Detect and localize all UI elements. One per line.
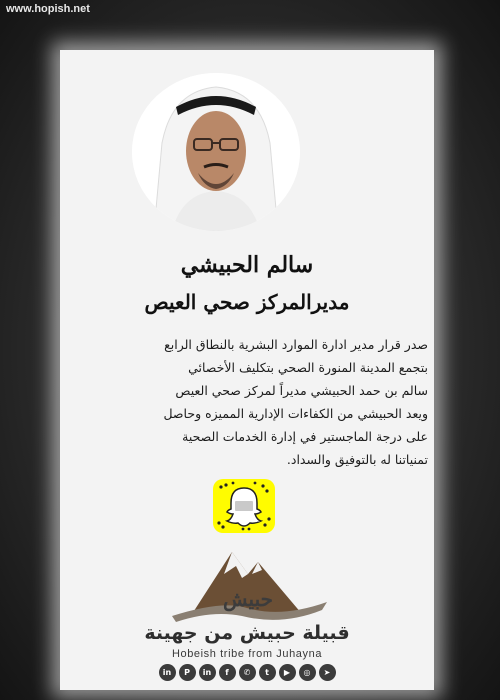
body-line: سالم بن حمد الحبيشي مديراً لمركز صحي العيص [175,383,428,398]
profile-photo [132,73,300,231]
telegram-icon[interactable]: ➤ [319,664,336,681]
linkedin-icon[interactable]: in [159,664,176,681]
youtube-icon[interactable]: ▶ [279,664,296,681]
tribe-name-english: Hobeish tribe from Juhayna [171,648,323,660]
body-line: صدر قرار مدير ادارة الموارد البشرية بالنطاق الرابع [164,337,428,352]
linkedin-icon-2[interactable]: in [199,664,216,681]
tribe-name-arabic: قبيلة حبيش من جهينة [144,622,350,644]
snapcode[interactable] [213,479,275,533]
body-line: بتجمع المدينة المنورة الصحي بتكليف الأخصائي [188,360,428,375]
body-line: على درجة الماجستير في إدارة الخدمات الصحية [182,429,428,444]
position-title: مديرالمركز صحي العيص [144,290,350,314]
person-name: سالم الحبيشي [180,252,314,278]
announcement-body [68,333,428,471]
snapchat-ghost-icon [213,479,275,533]
instagram-icon[interactable]: ◎ [299,664,316,681]
body-line: ويعد الحبيشي من الكفاءات الإدارية المميزه وحاصل [163,406,428,421]
pinterest-icon[interactable]: P [179,664,196,681]
brand-mark: حبيش [223,587,273,611]
tribe-logo [162,544,332,630]
social-icons-row [60,664,434,681]
site-watermark: www.hopish.net [6,3,90,15]
announcement-card [60,50,434,690]
facebook-icon[interactable]: f [219,664,236,681]
body-line: تمنياتنا له بالتوفيق والسداد. [286,452,428,467]
whatsapp-icon[interactable]: ✆ [239,664,256,681]
twitter-icon[interactable]: t [259,664,276,681]
